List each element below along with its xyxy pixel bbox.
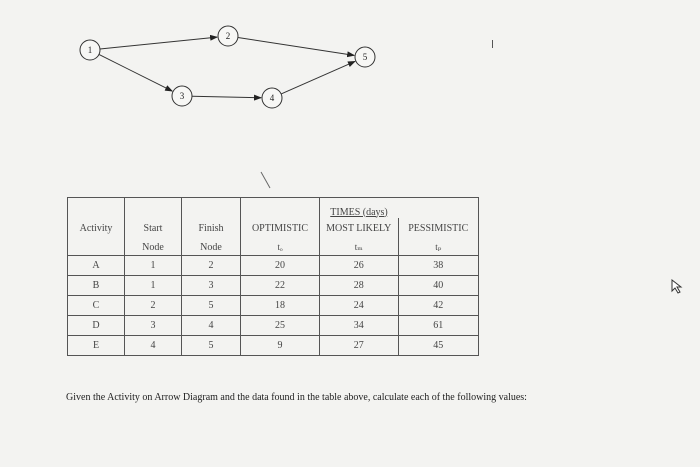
node-label: 5	[362, 52, 368, 62]
header-start-node: Start Node	[125, 218, 182, 256]
header-optimistic: OPTIMISTIC tₒ	[241, 218, 320, 256]
node-label: 3	[179, 91, 185, 101]
table-row: B 1 3 22 28 40	[68, 276, 479, 296]
question-caption: Given the Activity on Arrow Diagram and the data found in the table above, calculate each of the following values:	[66, 392, 527, 403]
stray-tick-mark	[492, 40, 493, 48]
arrow-2-to-5	[238, 38, 354, 56]
arrow-1-to-3	[99, 54, 172, 91]
column-header-row	[68, 218, 479, 256]
node-label: 1	[87, 45, 93, 55]
arrow-4-to-5	[281, 61, 355, 94]
activity-times-table	[67, 197, 479, 356]
table-row: A 1 2 20 26 38	[68, 256, 479, 276]
header-pessimistic: PESSIMISTIC tₚ	[398, 218, 479, 256]
mouse-pointer-icon	[670, 279, 684, 295]
node-5	[355, 47, 375, 67]
arrow-3-to-4	[192, 96, 261, 98]
node-label: 4	[269, 93, 275, 103]
table-row: C 2 5 18 24 42	[68, 296, 479, 316]
table-row: E 4 5 9 27 45	[68, 336, 479, 356]
times-header-row	[68, 198, 479, 218]
header-activity: Activity	[68, 218, 125, 256]
stray-mark	[261, 172, 270, 188]
node-label: 2	[225, 31, 231, 41]
table-row: D 3 4 25 34 61	[68, 316, 479, 336]
activity-on-arrow-diagram	[0, 0, 700, 190]
header-finish-node: Finish Node	[182, 218, 241, 256]
node-3	[172, 86, 192, 106]
times-days-header: TIMES (days)	[320, 198, 399, 218]
node-4	[262, 88, 282, 108]
header-most-likely: MOST LIKELY tₘ	[320, 218, 399, 256]
node-1	[80, 40, 100, 60]
node-2	[218, 26, 238, 46]
arrow-1-to-2	[100, 37, 217, 49]
